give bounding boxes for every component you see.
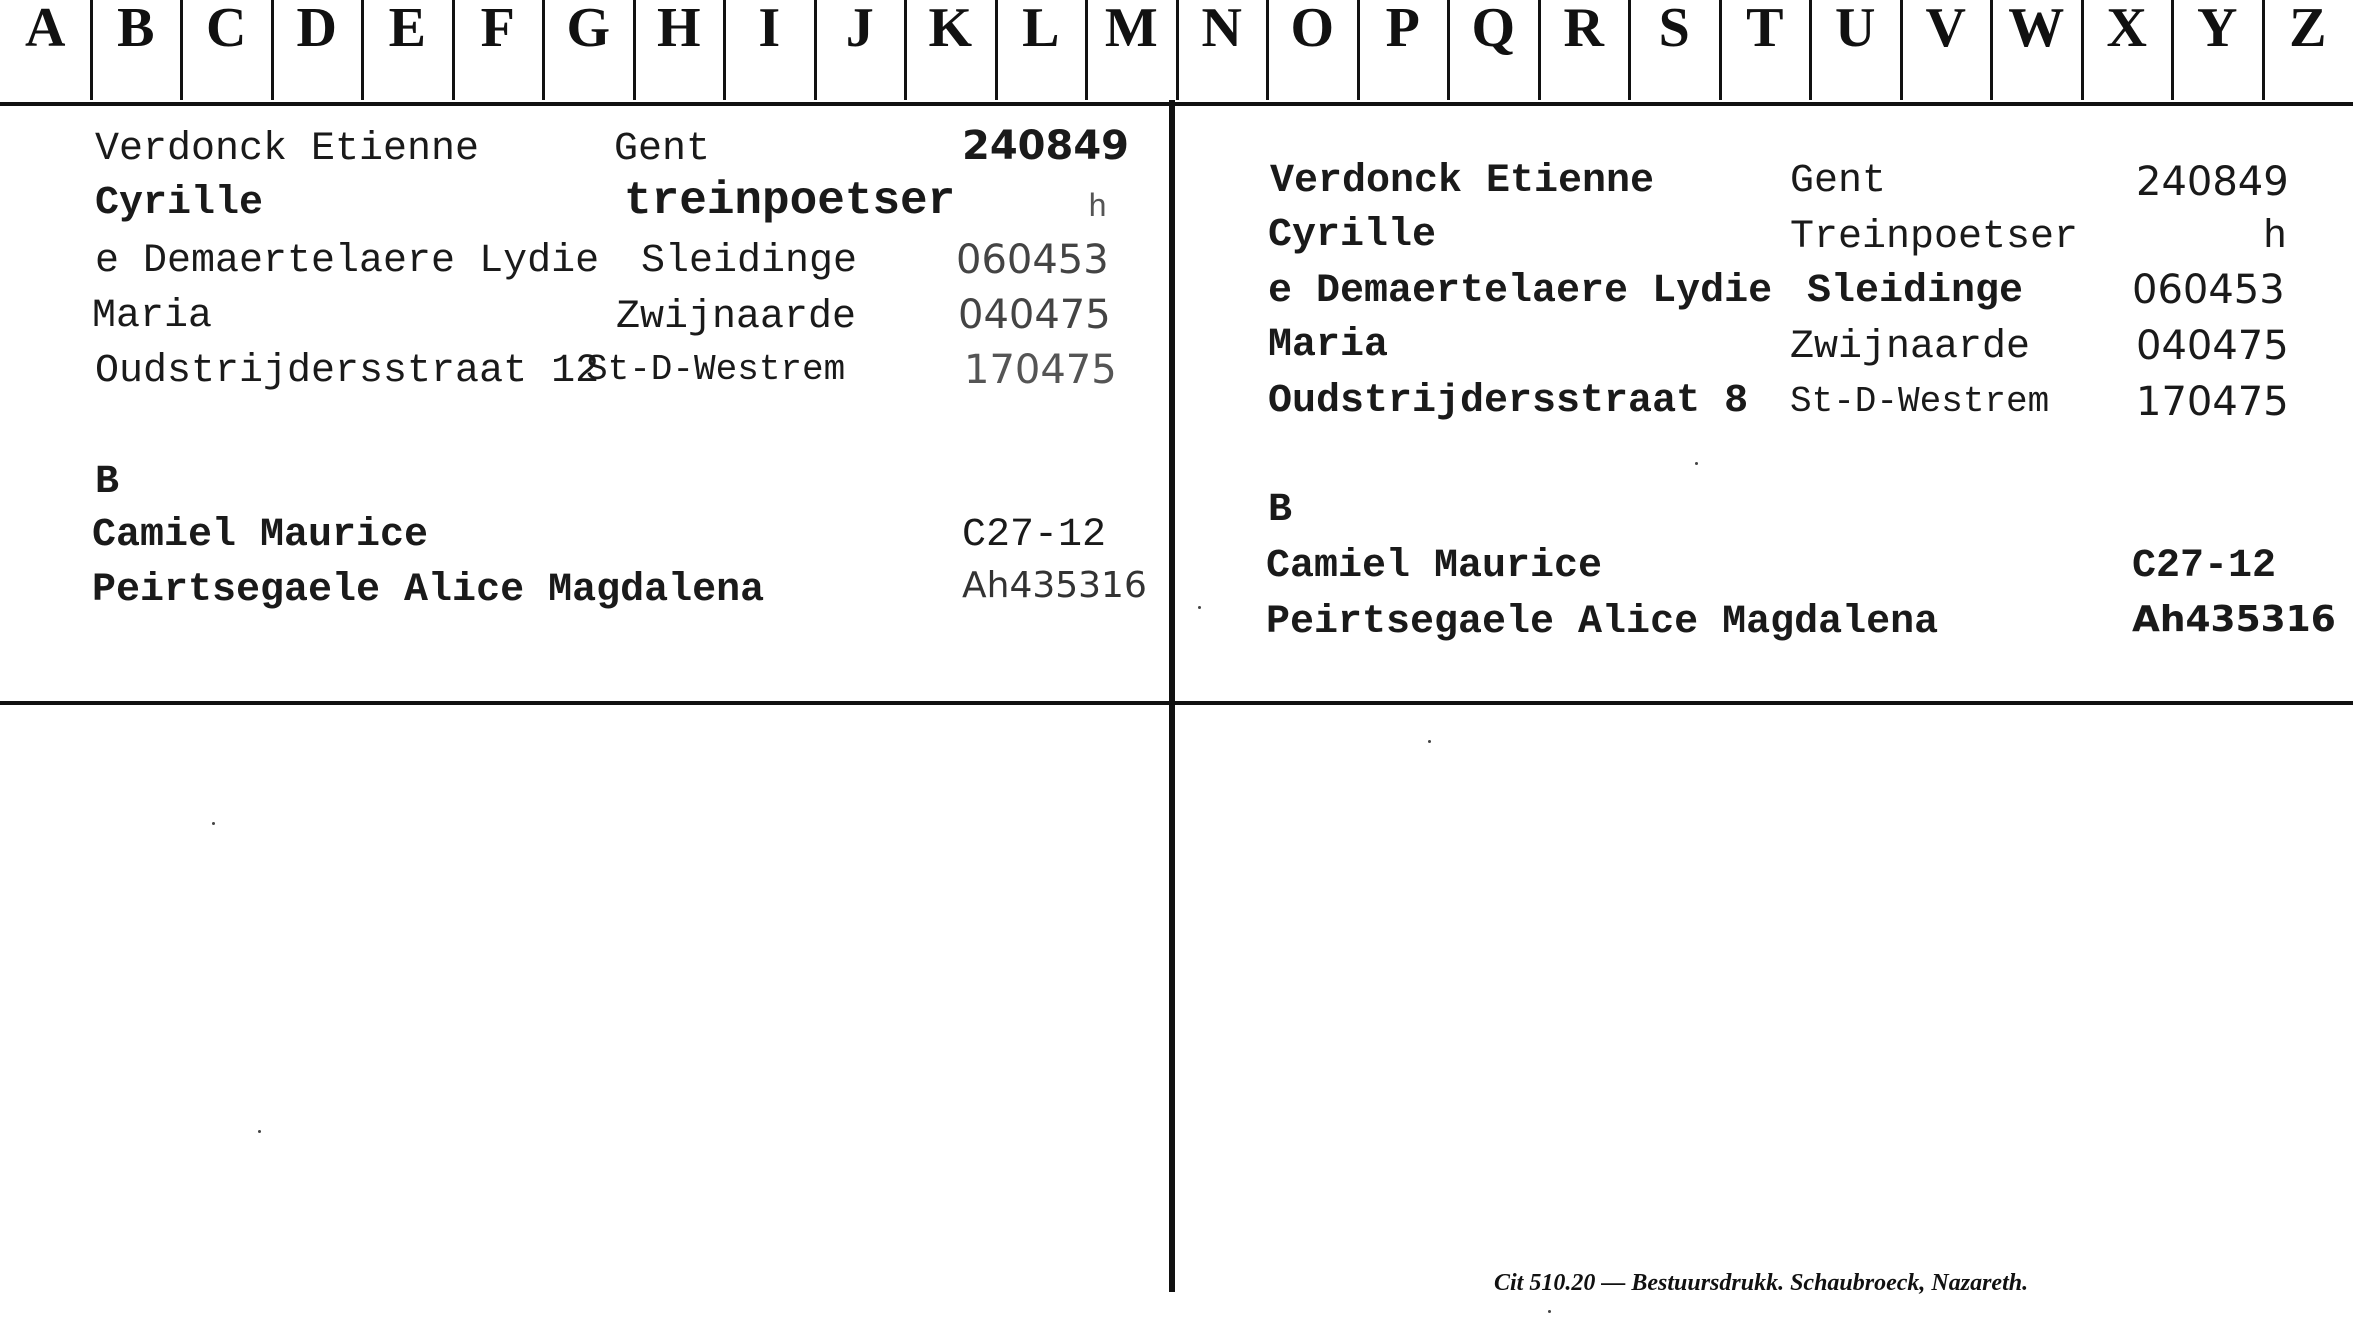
right-row3-place: Sleidinge [1807,269,2024,314]
alphabet-letter-l: L [1022,0,1060,59]
left-row5-name: Oudstrijdersstraat 12 [95,349,600,394]
left-row1-number: 240849 [962,123,1129,169]
alphabet-separator [1266,0,1269,100]
alphabet-letter-t: T [1746,0,1784,59]
alphabet-letter-c: C [206,0,247,59]
alphabet-letter-b: B [117,0,155,59]
alphabet-letter-i: I [758,0,781,59]
alphabet-separator [452,0,455,100]
right-row4-name: Maria [1268,323,1389,368]
alphabet-letter-n: N [1201,0,1242,59]
scan-speck [1695,462,1698,465]
scan-speck [1428,740,1431,743]
left-row4-place: Zwijnaarde [616,295,857,340]
alphabet-separator [1900,0,1903,100]
alphabet-letter-a: A [25,0,66,59]
alphabet-separator [1990,0,1993,100]
right-row7-number: Ah435316 [2132,599,2336,640]
alphabet-separator [542,0,545,100]
alphabet-letter-f: F [480,0,515,59]
left-row2-occupation: treinpoetser [624,175,956,227]
alphabet-letter-u: U [1835,0,1876,59]
printer-footer: Cit 510.20 — Bestuursdrukk. Schaubroeck, Nazareth. [1494,1270,2029,1296]
scan-speck [1198,606,1201,609]
alphabet-letter-x: X [2106,0,2147,59]
right-row1-number: 240849 [2136,159,2289,205]
center-divider [1169,100,1175,1292]
alphabet-separator [1628,0,1631,100]
alphabet-separator [904,0,907,100]
alphabet-letter-j: J [845,0,874,59]
scan-speck [212,822,215,825]
alphabet-letter-s: S [1658,0,1690,59]
middle-rule [0,701,2353,705]
right-row5-name: Oudstrijdersstraat 8 [1268,379,1749,424]
alphabet-separator [271,0,274,100]
left-row5-place: St-D-Westrem [586,349,846,390]
alphabet-index-strip [0,0,2353,100]
right-row2-mark: h [2263,215,2288,260]
alphabet-separator [633,0,636,100]
left-row7-name: Peirtsegaele Alice Magdalena [92,568,765,613]
alphabet-separator [1447,0,1450,100]
alphabet-separator [1809,0,1812,100]
left-row4-number: 040475 [958,292,1111,338]
right-row2-occupation: Treinpoetser [1790,215,2079,260]
right-row4-number: 040475 [2136,323,2289,369]
alphabet-separator [1538,0,1541,100]
alphabet-separator [2171,0,2174,100]
alphabet-letter-z: Z [2289,0,2327,59]
left-row1-place: Gent [614,127,711,172]
alphabet-separator [1176,0,1179,100]
alphabet-separator [90,0,93,100]
alphabet-letter-o: O [1290,0,1335,59]
right-row6-number: C27-12 [2132,544,2277,589]
left-row2-name: Cyrille [95,181,264,226]
left-row3-place: Sleidinge [641,239,858,284]
scan-speck [1548,1310,1551,1313]
right-row3-number: 060453 [2132,267,2285,313]
top-rule [0,102,2353,106]
alphabet-separator [723,0,726,100]
alphabet-separator [995,0,998,100]
left-section-letter: B [95,460,120,505]
alphabet-separator [2081,0,2084,100]
alphabet-letter-g: G [566,0,611,59]
alphabet-separator [1357,0,1360,100]
left-row1-name: Verdonck Etienne [95,127,480,172]
alphabet-letter-p: P [1385,0,1420,59]
alphabet-letter-k: K [928,0,973,59]
alphabet-separator [361,0,364,100]
right-row5-place: St-D-Westrem [1790,381,2050,422]
alphabet-letter-q: Q [1471,0,1516,59]
right-row1-name: Verdonck Etienne [1270,159,1655,204]
right-row6-name: Camiel Maurice [1266,544,1603,589]
left-row3-number: 060453 [956,237,1109,283]
right-row2-name: Cyrille [1268,213,1437,258]
left-row5-number: 170475 [964,347,1117,393]
right-row3-name: e Demaertelaere Lydie [1268,269,1773,314]
alphabet-letter-v: V [1925,0,1966,59]
left-row6-number: C27-12 [962,513,1107,558]
alphabet-separator [180,0,183,100]
alphabet-letter-d: D [296,0,337,59]
alphabet-separator [814,0,817,100]
right-row7-name: Peirtsegaele Alice Magdalena [1266,600,1939,645]
scan-speck [258,1130,261,1133]
alphabet-letter-h: H [656,0,701,59]
alphabet-separator [2262,0,2265,100]
alphabet-letter-m: M [1104,0,1158,59]
left-row4-name: Maria [92,294,213,339]
left-row2-mark: h [1088,189,1108,226]
right-row1-place: Gent [1790,159,1887,204]
right-row4-place: Zwijnaarde [1790,325,2031,370]
alphabet-separator [1085,0,1088,100]
alphabet-letter-r: R [1563,0,1604,59]
alphabet-separator [1719,0,1722,100]
right-row5-number: 170475 [2136,379,2289,425]
alphabet-letter-w: W [2008,0,2065,59]
left-row7-number: Ah435316 [962,565,1147,606]
left-row6-name: Camiel Maurice [92,513,429,558]
right-section-letter: B [1268,488,1293,533]
alphabet-letter-e: E [388,0,426,59]
alphabet-letter-y: Y [2197,0,2238,59]
left-row3-name: e Demaertelaere Lydie [95,239,600,284]
